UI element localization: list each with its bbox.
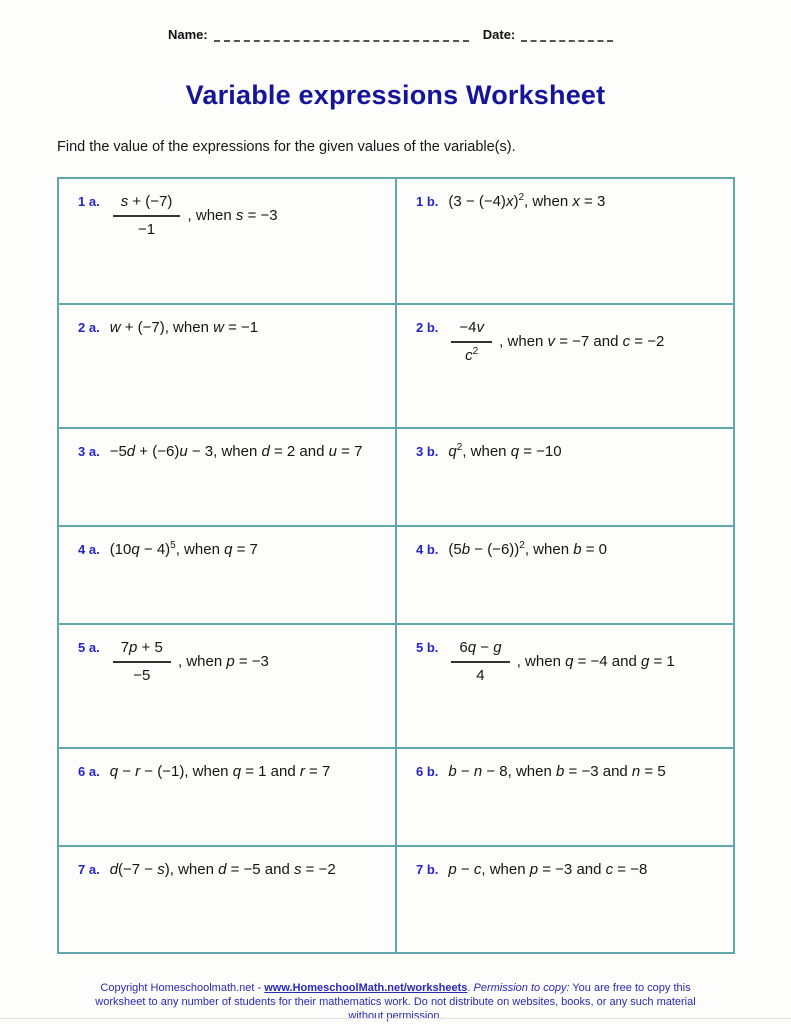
problem-label: 6 a.: [78, 764, 100, 779]
problem-expression: $(10q - 4)^5$, when q = 7: [109, 540, 258, 558]
footer-permission-text: You are free to copy this worksheet to any number of students for their mathematics work. Do not distribute on websites, books, or any such material without permission.: [95, 982, 696, 1022]
date-label: Date:: [482, 27, 516, 42]
name-blank-line: [214, 27, 469, 42]
problem-expression: w + (−7), when w = −1: [109, 319, 259, 336]
problem-expression: $(5b - (-6))^2$, when b = 0: [448, 540, 607, 558]
problem-expression: d(−7 − s), when d = −5 and s = −2: [109, 861, 336, 878]
problem-cell: [59, 625, 397, 749]
problem-label: 4 b.: [416, 542, 439, 557]
footer-after-link: .: [467, 982, 474, 994]
date-blank-line: [521, 27, 613, 42]
name-label: Name:: [168, 27, 208, 42]
problem-label: 1 a.: [78, 194, 100, 209]
problem-label: 6 b.: [416, 764, 439, 779]
name-date-row: [168, 27, 613, 42]
footer: [0, 981, 791, 1023]
problem-label: 7 a.: [78, 862, 100, 877]
problem-expression: $\frac{7p + 5}{-5}$ , when p = −3: [110, 638, 269, 687]
problem-cell: [59, 179, 397, 305]
problem-expression: $q^2$, when q = −10: [448, 442, 562, 460]
footer-worksheets-link[interactable]: www.HomeschoolMath.net/worksheets: [264, 982, 468, 994]
problem-label: 4 a.: [78, 542, 100, 557]
problem-expression: p − c, when p = −3 and c = −8: [448, 861, 648, 878]
problems-table: [57, 177, 735, 954]
problem-cell: [397, 625, 735, 749]
problem-expression: $\frac{-4v}{c^2}$ , when v = −7 and c = −2: [448, 318, 664, 367]
instruction-text: Find the value of the expressions for the given values of the variable(s).: [57, 139, 516, 155]
problem-cell: [397, 179, 735, 305]
problem-cell: [59, 847, 397, 954]
problem-label: 2 b.: [416, 320, 439, 335]
problem-cell: [59, 429, 397, 527]
problem-expression: −5d + (−6)u − 3, when d = 2 and u = 7: [109, 443, 363, 460]
problem-cell: [397, 749, 735, 847]
problem-cell: [397, 429, 735, 527]
problem-label: 2 a.: [78, 320, 100, 335]
page-title: Variable expressions Worksheet: [185, 80, 606, 110]
problem-cell: [397, 847, 735, 954]
problem-expression: $\frac{s + (-7)}{-1}$ , when s = −3: [110, 192, 278, 241]
fraction: $\frac{s + (-7)}{-1}$: [113, 192, 181, 241]
problem-expression: q − r − (−1), when q = 1 and r = 7: [109, 763, 331, 780]
problem-label: 1 b.: [416, 194, 439, 209]
fraction: $\frac{-4v}{c^2}$: [451, 318, 492, 367]
fraction: $\frac{6q - g}{4}$: [451, 638, 509, 687]
footer-text: [91, 981, 701, 1023]
problem-expression: $(3 - (-4)x)^2$, when x = 3: [448, 192, 606, 210]
footer-permission-label: Permission to copy:: [473, 982, 570, 994]
page-bottom-divider: [0, 1018, 791, 1019]
problem-label: 5 a.: [78, 640, 100, 655]
problem-label: 3 b.: [416, 444, 439, 459]
footer-copyright-prefix: Copyright Homeschoolmath.net -: [100, 982, 265, 994]
problem-cell: [59, 527, 397, 625]
problem-cell: [397, 305, 735, 429]
problem-expression: b − n − 8, when b = −3 and n = 5: [448, 763, 666, 780]
problem-label: 5 b.: [416, 640, 439, 655]
problem-expression: $\frac{6q - g}{4}$ , when q = −4 and g = 1: [448, 638, 674, 687]
problem-cell: [397, 527, 735, 625]
problem-cell: [59, 305, 397, 429]
problem-label: 7 b.: [416, 862, 439, 877]
problem-cell: [59, 749, 397, 847]
fraction: $\frac{7p + 5}{-5}$: [113, 638, 171, 687]
problem-label: 3 a.: [78, 444, 100, 459]
